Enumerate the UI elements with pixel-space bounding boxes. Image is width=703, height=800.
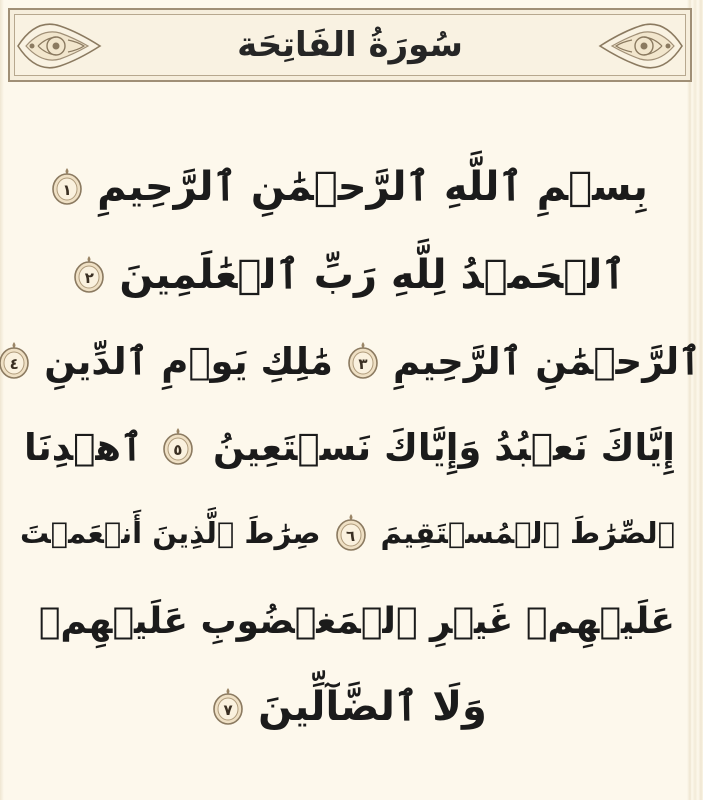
ayah-number-marker <box>212 687 244 727</box>
verse-text: وَلَا ٱلضَّآلِّينَ <box>258 684 487 730</box>
ayah-number: ٥ <box>173 440 183 459</box>
ayah-number-marker <box>162 427 194 467</box>
verse-line <box>19 498 675 568</box>
ayah-number-marker <box>0 341 30 381</box>
ayah-number: ٢ <box>84 268 94 287</box>
verse-line <box>24 672 675 742</box>
verse-line <box>24 586 675 656</box>
ayah-number-marker <box>51 167 83 207</box>
verse-text: عَلَيۡهِمۡ غَيۡرِ ٱلۡمَغۡضُوبِ عَلَيۡهِمۡ <box>38 600 675 642</box>
verse-text: ٱلۡحَمۡدُ لِلَّهِ رَبِّ ٱلۡعَٰلَمِينَ <box>119 252 626 298</box>
verse-text: ٱلرَّحۡمَٰنِ ٱلرَّحِيمِ <box>392 339 701 383</box>
verse-line <box>9 326 701 396</box>
verse-line <box>24 412 675 482</box>
ayah-number: ٤ <box>9 354 19 373</box>
verse-text: إِيَّاكَ نَعۡبُدُ وَإِيَّاكَ نَسۡتَعِينُ <box>213 425 675 469</box>
ayah-number: ١ <box>62 180 72 199</box>
verse-text: بِسۡمِ ٱللَّهِ ٱلرَّحۡمَٰنِ ٱلرَّحِيمِ <box>97 164 648 210</box>
ayah-number-marker <box>335 513 367 553</box>
verse-text: صِرَٰطَ ٱلَّذِينَ أَنۡعَمۡتَ <box>19 516 321 550</box>
verse-text: مَٰلِكِ يَوۡمِ ٱلدِّينِ <box>44 339 333 383</box>
ayah-number-marker <box>347 341 379 381</box>
ayah-number: ٦ <box>345 526 356 545</box>
verse-text: ٱلصِّرَٰطَ ٱلۡمُسۡتَقِيمَ <box>380 516 675 550</box>
ayah-number: ٧ <box>223 700 233 719</box>
ayah-number: ٣ <box>358 354 368 373</box>
verse-text: ٱهۡدِنَا <box>24 425 143 469</box>
surah-title: سُورَةُ الفَاتِحَة <box>237 25 463 65</box>
verse-line <box>24 152 675 222</box>
ayah-number-marker <box>73 255 105 295</box>
verse-line <box>24 240 675 310</box>
